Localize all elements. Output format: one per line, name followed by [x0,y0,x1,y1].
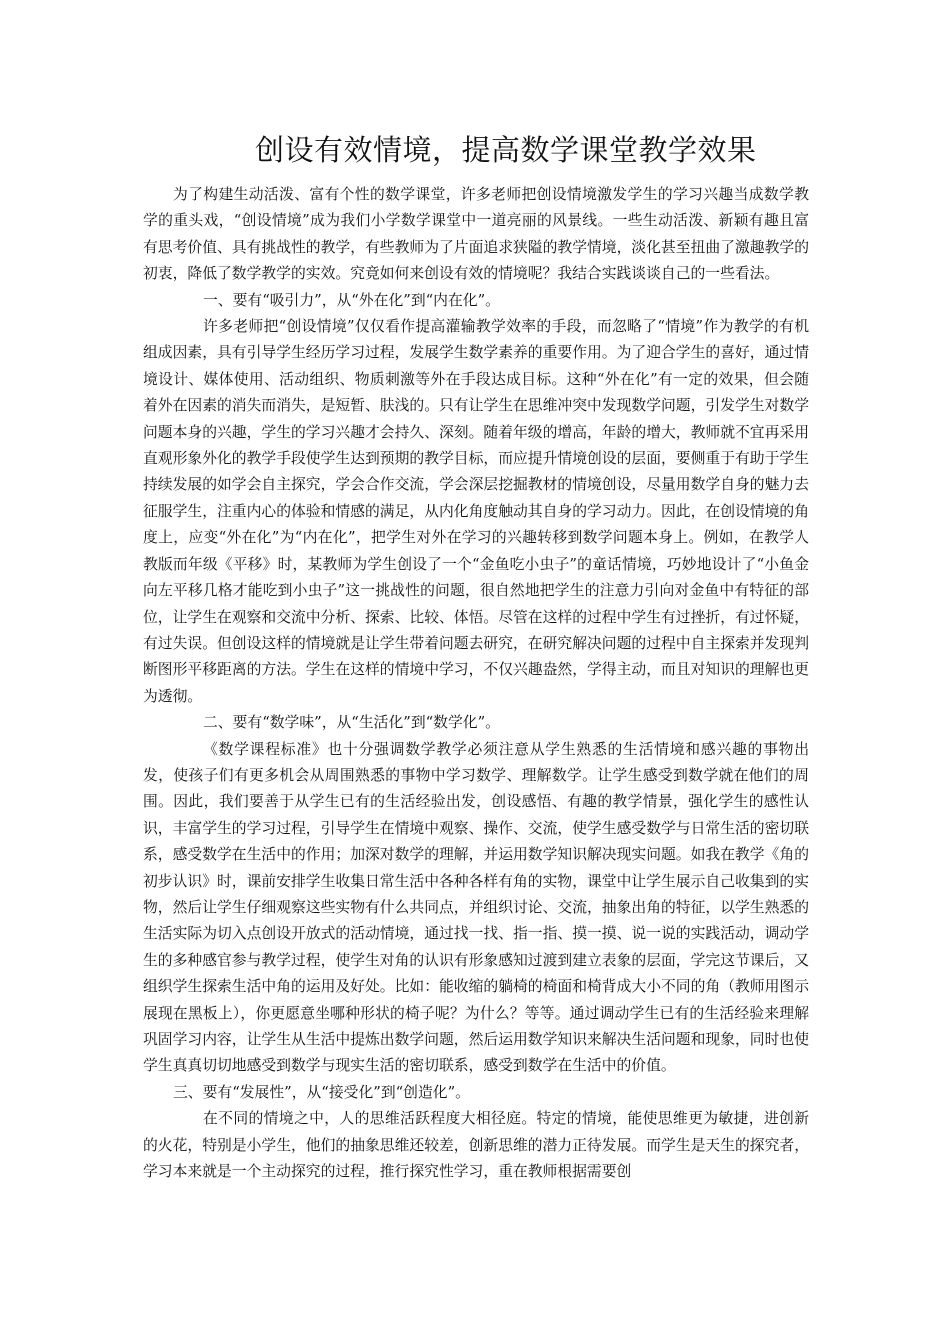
section-1-heading: 一、要有“吸引力”，从“外在化”到“内在化”。 [203,291,500,309]
document-title: 创设有效情境，提高数学课堂教学效果 [255,133,757,167]
section-1-body: 许多老师把“创设情境”仅仅看作提高灌输教学效率的手段，而忽略了“情境”作为教学的有机组成因素，具有引导学生经历学习过程，发展学生数学素养的重要作用。为了迎合学生的喜好，通过情境设计、媒体使用、活动组织、物质刺激等外在手段达成目标。这种“外在化”有一定的效果，但会随着外在因素的消失而消失，是短暂、肤浅的。只有让学生在思维冲突中发现数学问题，引发学生对数学问题本身的兴趣，学生的学习兴趣才会持久、深刻。随着年级的增高，年龄的增大，教师就不宜再采用直观形象外化的教学手段使学生达到预期的教学目标，而应提升情境创设的层面，要侧重于有助于学生持续发展的如学会自主探究，学会合作交流，学会深层挖掘教材的情境创设，尽量用数学自身的魅力去征服学生，注重内心的体验和情感的满足，从内化角度触动其自身的学习动力。因此，在创设情境的角度上，应变“外在化”为“内在化”，把学生对外在学习的兴趣转移到数学问题本身上。例如，在教学人教版而年级《平移》时，某教师为学生创设了一个“金鱼吃小虫子”的童话情境，巧妙地设计了“小鱼金向左平移几格才能吃到小虫子”这一挑战性的问题，很自然地把学生的注意力引向对金鱼中有特征的部位，让学生在观察和交流中分析、探索、比较、体悟。尽管在这样的过程中学生有过挫折，有过怀疑，有过失误。但创设这样的情境就是让学生带着问题去研究，在研究解决问题的过程中自主探索并发现判断图形平移距离的方法。学生在这样的情境中学习，不仅兴趣盎然，学得主动，而且对知识的理解也更为透彻。 [143,318,809,705]
section-3-body: 在不同的情境之中，人的思维活跃程度大相径庭。特定的情境，能使思维更为敏捷，进创新的火花，特别是小学生，他们的抽象思维还较差，创新思维的潜力正待发展。而学生是天生的探究者，学习本来就是一个主动探究的过程，推行探究性学习，重在教师根据需要创 [143,1110,809,1181]
document-page [143,128,809,1185]
section-2-heading: 二、要有“数学味”，从“生活化”到“数学化”。 [203,714,500,732]
section-2-body: 《数学课程标准》也十分强调数学教学必须注意从学生熟悉的生活情境和感兴趣的事物出发，使孩子们有更多机会从周围熟悉的事物中学习数学、理解数学。让学生感受到数学就在他们的周围。因此，我们要善于从学生已有的生活经验出发，创设感悟、有趣的教学情景，强化学生的感性认识，丰富学生的学习过程，引导学生在情境中观察、操作、交流，使学生感受数学与日常生活的密切联系，感受数学在生活中的作用；加深对数学的理解，并运用数学知识解决现实问题。如我在教学《角的初步认识》时，课前安排学生收集日常生活中各种各样有角的实物，课堂中让学生展示自己收集到的实物，然后让学生仔细观察这些实物有什么共同点，并组织讨论、交流，抽象出角的特征，以学生熟悉的生活实际为切入点创设开放式的活动情境，通过找一找、指一指、摸一摸、说一说的实践活动，调动学生的多种感官参与教学过程，使学生对角的认识有形象感知过渡到建立表象的层面，学完这节课后，又组织学生探索生活中角的运用及好处。比如：能收缩的躺椅的椅面和椅背成大小不同的角（教师用图示展现在黑板上），你更愿意坐哪种形状的椅子呢？为什么？等等。通过调动学生已有的生活经验来理解巩固学习内容，让学生从生活中提炼出数学问题，然后运用数学知识来解决生活问题和现象，同时也使学生真真切切地感受到数学与现实生活的密切联系，感受到数学在生活中的价值。 [143,740,809,1075]
section-3-heading: 三、要有“发展性”，从“接受化”到“创造化”。 [173,1083,470,1101]
intro-paragraph: 为了构建生动活泼、富有个性的数学课堂，许多老师把创设情境激发学生的学习兴趣当成数学教学的重头戏，“创设情境”成为我们小学数学课堂中一道亮丽的风景线。一些生动活泼、新颖有趣且富有思考价值、具有挑战性的教学，有些教师为了片面追求狭隘的教学情境，淡化甚至扭曲了激趣教学的初衷，降低了数学教学的实效。究竟如何来创设有效的情境呢？我结合实践谈谈自己的一些看法。 [143,186,809,283]
